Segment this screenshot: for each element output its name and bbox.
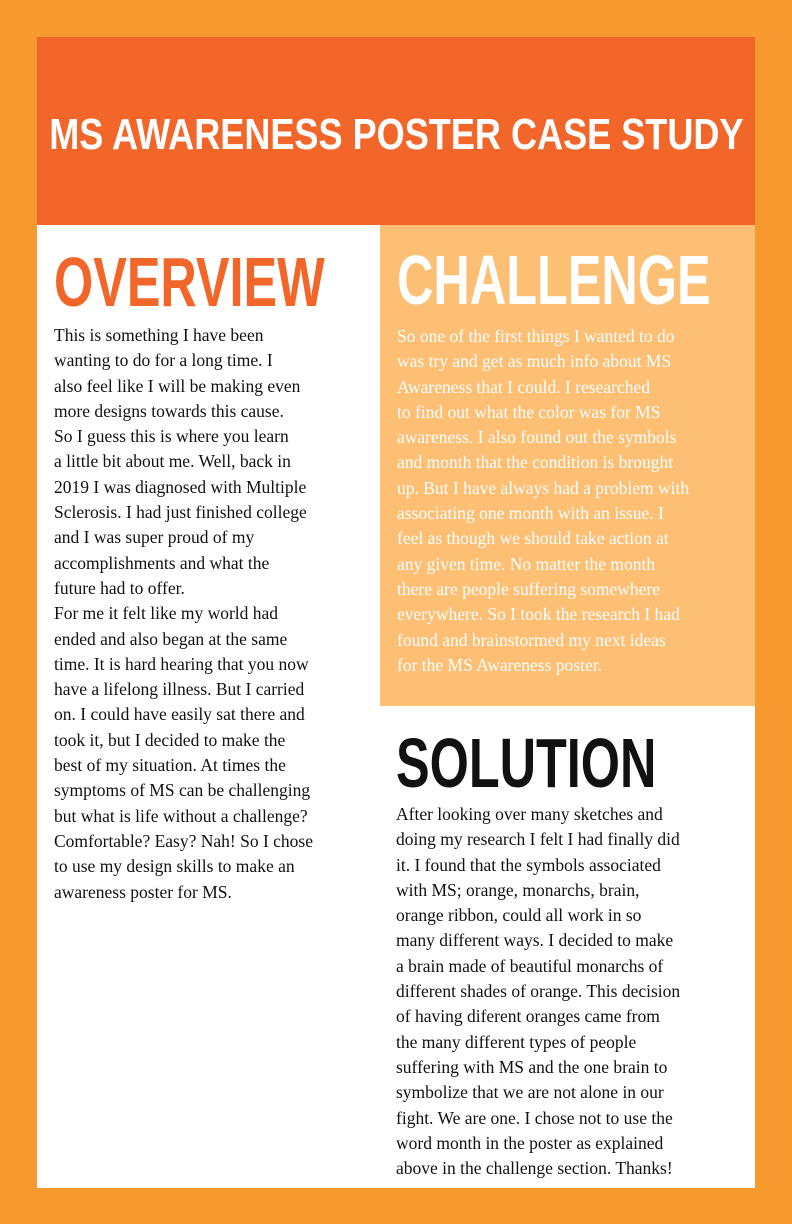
overview-text: This is something I have been wanting to do for a long time. I also feel like I will be making even more designs towards this cause. So I guess this is where you learn a little bit about me. Well, back in 2019 I was diagnosed with Multiple Sclerosis. I had just finished college and I was super proud of my accomplishments and what the future had to offer. For me it felt like my world had ended and also began at the same time. It is hard hearing that you now have a lifelong illness. But I carried on. I could have easily sat there and took it, but I decided to make the best of my situation. At times the symptoms of MS can be challenging but what is life without a challenge? Comfortable? Easy? Nah! So I chose to use my design skills to make an awareness poster for MS.	[54, 325, 314, 902]
title-banner	[37, 37, 755, 225]
solution-heading: SOLUTION	[396, 724, 657, 802]
solution-text: After looking over many sketches and doing my research I felt I had finally did it. I found that the symbols associated with MS; orange, monarchs, brain, orange ribbon, could all work in so many different ways. I decided to make a brain made of beautiful monarchs of different shades of orange. This decision of having diferent oranges came from the many different types of people suffering with MS and the one brain to symbolize that we are not alone in our fight. We are one. I chose not to use the word month in the poster as explained above in the challenge section. Thanks!	[396, 804, 681, 1179]
challenge-heading: CHALLENGE	[397, 241, 711, 319]
overview-heading: OVERVIEW	[54, 243, 325, 321]
poster-sheet	[37, 37, 755, 1188]
challenge-section	[380, 225, 755, 706]
challenge-text: So one of the first things I wanted to do was try and get as much info about MS Awareness that I could. I researched to find out what the color was for MS awareness. I also found out the symbols and month that the condition is brought up. But I have always had a problem with associating one month with an issue. I feel as though we should take action at any given time. No matter the month there are people suffering somewhere everywhere. So I took the research I had found and brainstormed my next ideas for the MS Awareness poster.	[397, 326, 690, 675]
poster-title: MS AWARENESS POSTER CASE STUDY	[48, 110, 744, 159]
